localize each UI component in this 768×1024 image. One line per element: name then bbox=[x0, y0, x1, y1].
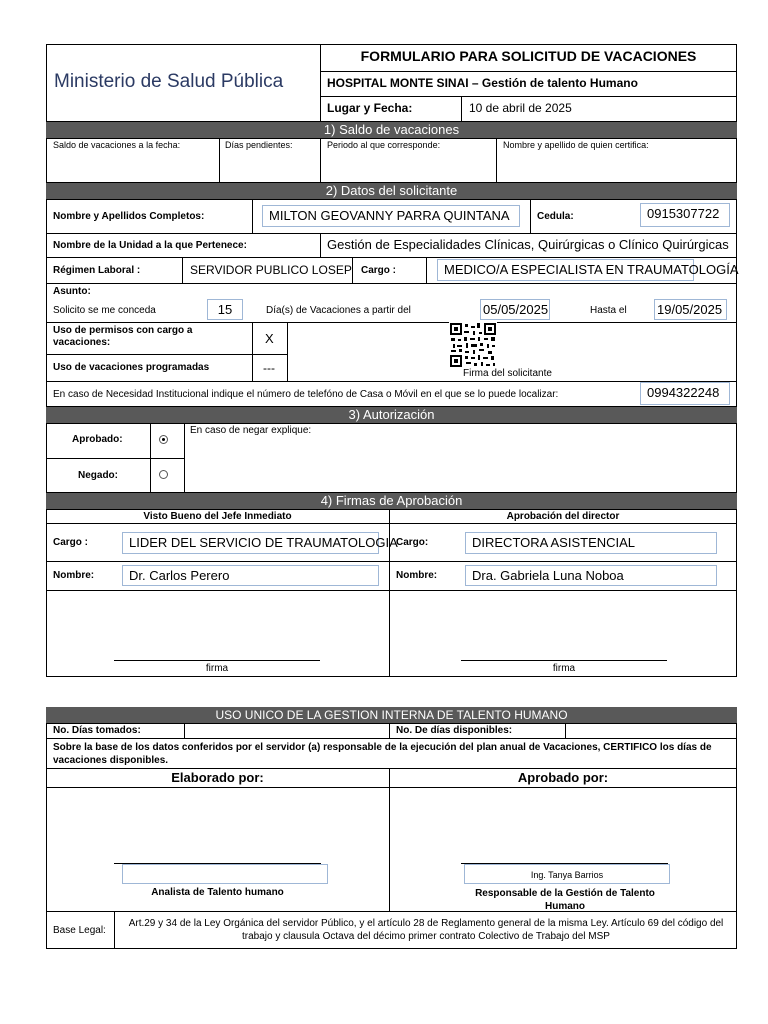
programadas-value[interactable]: --- bbox=[263, 361, 275, 375]
from-date-field[interactable]: 05/05/2025 bbox=[480, 299, 550, 320]
nombre-right-label: Nombre: bbox=[396, 570, 438, 581]
nombre-right-field[interactable]: Dra. Gabriela Luna Noboa bbox=[465, 565, 717, 586]
unit-label: Nombre de la Unidad a la que Pertenece: bbox=[53, 240, 247, 251]
place-date-value: 10 de abril de 2025 bbox=[469, 101, 572, 115]
phone-field[interactable]: 0994322248 bbox=[640, 382, 730, 405]
explique-label: En caso de negar explique: bbox=[190, 425, 312, 436]
elaborado-label: Elaborado por: bbox=[171, 770, 264, 785]
to-date-field[interactable]: 19/05/2025 bbox=[654, 299, 727, 320]
dias-pendientes-label: Días pendientes: bbox=[225, 140, 293, 150]
ministry-logo-text: Ministerio de Salud Pública bbox=[54, 71, 284, 92]
regimen-label: Régimen Laboral : bbox=[53, 265, 141, 276]
dias-disponibles-label: No. De días disponibles: bbox=[396, 725, 513, 736]
aprobado-por-label: Aprobado por: bbox=[517, 770, 609, 785]
cargo-right-field[interactable]: DIRECTORA ASISTENCIAL bbox=[465, 532, 717, 554]
director-header: Aprobación del director bbox=[506, 511, 620, 522]
cargo-left-field[interactable]: LIDER DEL SERVICIO DE TRAUMATOLOGIA bbox=[122, 532, 379, 554]
necesidad-label: En caso de Necesidad Institucional indique el número de telefóno de Casa o Móvil en el que se lo puede localizar: bbox=[53, 389, 559, 400]
asunto-label: Asunto: bbox=[53, 286, 91, 297]
aprobado-radio[interactable] bbox=[159, 435, 168, 444]
firma-right-label: firma bbox=[552, 663, 576, 674]
jefe-header: Visto Bueno del Jefe Inmediato bbox=[143, 511, 292, 522]
section-4-title: 4) Firmas de Aprobación bbox=[46, 493, 737, 509]
place-date-label: Lugar y Fecha: bbox=[327, 101, 413, 115]
th-title: USO UNICO DE LA GESTION INTERNA DE TALENTO HUMANO bbox=[46, 707, 737, 723]
permisos-label: Uso de permisos con cargo a vacaciones: bbox=[53, 325, 193, 348]
cedula-label: Cedula: bbox=[537, 211, 574, 222]
regimen-value: SERVIDOR PUBLICO LOSEP bbox=[190, 263, 352, 277]
cedula-field[interactable]: 0915307722 bbox=[640, 203, 730, 227]
programadas-label: Uso de vacaciones programadas bbox=[53, 362, 210, 373]
certifica-label: Nombre y apellido de quien certifica: bbox=[503, 140, 649, 150]
saldo-label: Saldo de vacaciones a la fecha: bbox=[53, 140, 181, 150]
unit-value: Gestión de Especialidades Clínicas, Quirúrgicas o Clínico Quirúrgicas bbox=[327, 237, 729, 252]
cargo-label: Cargo : bbox=[361, 265, 396, 276]
qr-code-icon bbox=[449, 322, 497, 368]
analista-name-field[interactable] bbox=[122, 864, 328, 884]
negado-radio[interactable] bbox=[159, 470, 168, 479]
cargo-right-label: Cargo: bbox=[396, 537, 429, 548]
cargo-field[interactable]: MEDICO/A ESPECIALISTA EN TRAUMATOLOGÍA bbox=[437, 259, 694, 281]
name-label: Nombre y Apellidos Completos: bbox=[53, 211, 205, 222]
permisos-value[interactable]: X bbox=[265, 331, 274, 346]
solicito-label: Solicito se me conceda bbox=[53, 305, 156, 316]
nombre-left-label: Nombre: bbox=[53, 570, 95, 581]
base-legal-text: Art.29 y 34 de la Ley Orgánica del servidor Público, y el artículo 28 de Reglamento general de la misma Ley. Artículo 69 del código del trabajo y clausula Octava del décimo primer contrato Colectivo de Trabajo del MSP bbox=[128, 918, 724, 942]
periodo-label: Periodo al que corresponde: bbox=[327, 140, 441, 150]
approver-name-field[interactable]: Ing. Tanya Barrios bbox=[464, 864, 670, 884]
responsable-label: Responsable de la Gestión de Talento Humano bbox=[475, 888, 655, 912]
base-legal-label: Base Legal: bbox=[53, 925, 106, 936]
days-text: Día(s) de Vacaciones a partir del bbox=[266, 305, 411, 316]
name-field[interactable]: MILTON GEOVANNY PARRA QUINTANA bbox=[262, 205, 520, 227]
certifico-text: Sobre la base de los datos conferidos por el servidor (a) responsable de la ejecución del plan anual de Vacaciones, CERTIFICO los días de vacaciones disponibles. bbox=[53, 742, 712, 766]
section-1-title: 1) Saldo de vacaciones bbox=[46, 122, 737, 138]
aprobado-label: Aprobado: bbox=[72, 434, 123, 445]
firma-solicitante-label: Firma del solicitante bbox=[463, 368, 552, 379]
dias-tomados-label: No. Días tomados: bbox=[53, 725, 141, 736]
analista-label: Analista de Talento humano bbox=[151, 887, 284, 898]
section-3-title: 3) Autorización bbox=[46, 407, 737, 423]
firma-left-label: firma bbox=[205, 663, 229, 674]
hasta-label: Hasta el bbox=[590, 305, 627, 316]
nombre-left-field[interactable]: Dr. Carlos Perero bbox=[122, 565, 379, 586]
form-title: FORMULARIO PARA SOLICITUD DE VACACIONES bbox=[360, 48, 697, 64]
hospital-name: HOSPITAL MONTE SINAI – Gestión de talento Humano bbox=[327, 76, 638, 90]
cargo-left-label: Cargo : bbox=[53, 537, 88, 548]
section-2-title: 2) Datos del solicitante bbox=[46, 183, 737, 199]
days-field[interactable]: 15 bbox=[207, 299, 243, 320]
negado-label: Negado: bbox=[78, 470, 118, 481]
